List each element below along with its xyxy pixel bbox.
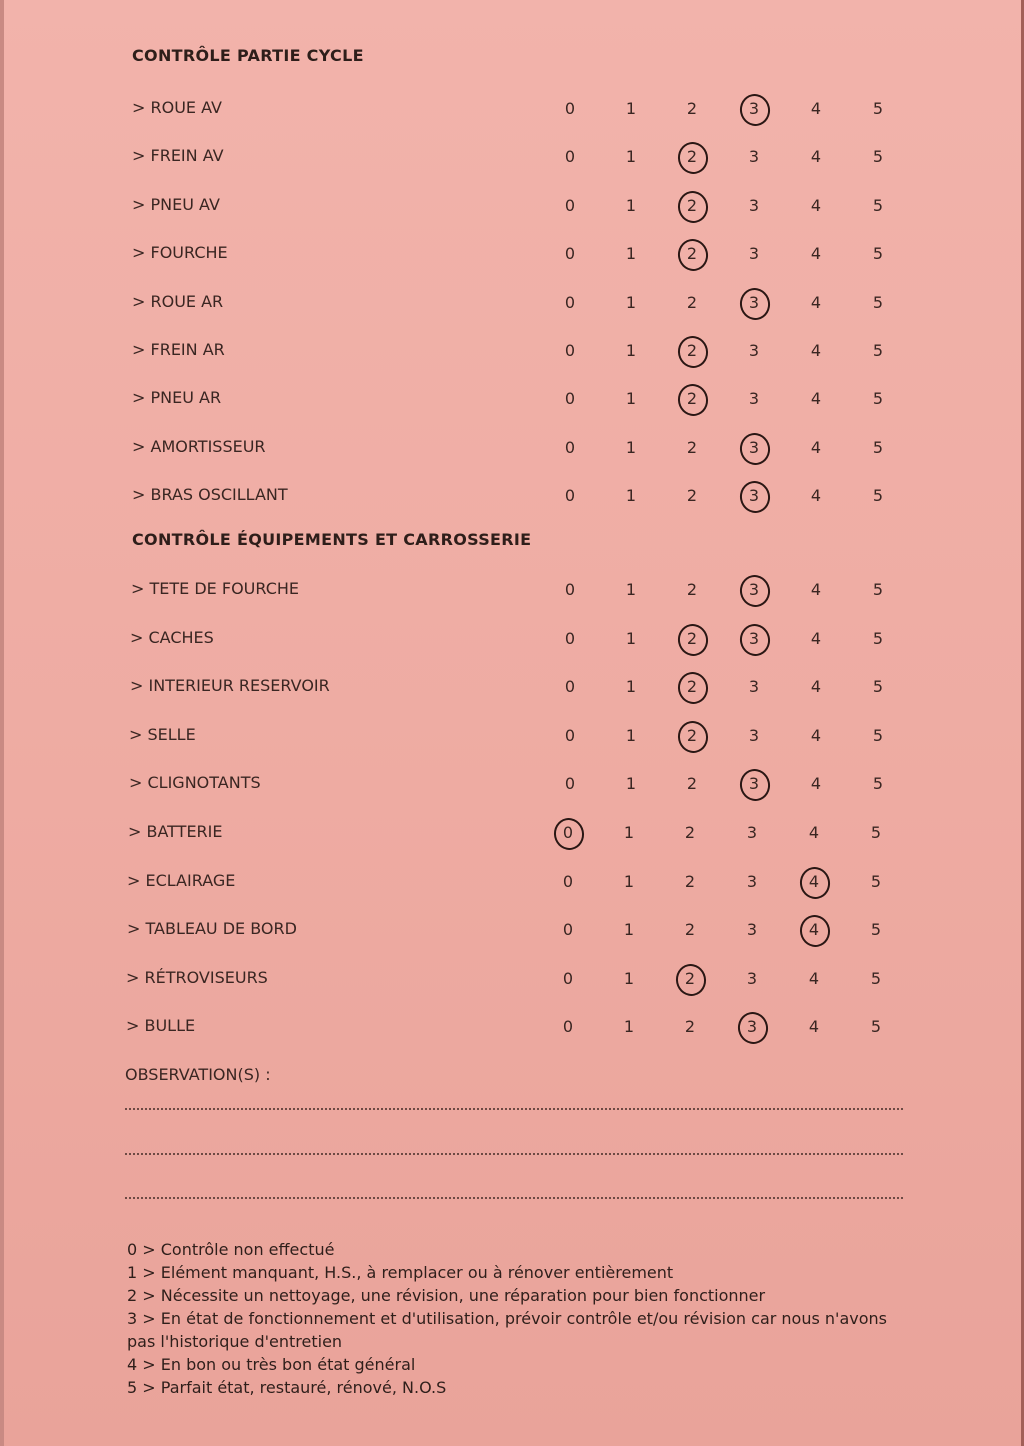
score-option-0[interactable]: 0 [562,920,574,940]
score-option-5[interactable]: 5 [872,677,884,697]
score-option-2[interactable]: 2 [686,580,698,599]
rating-row-label: > FREIN AV [132,146,224,166]
rating-row-label: > TETE DE FOURCHE [131,579,299,598]
rating-row-label: > SELLE [129,724,196,744]
score-option-3[interactable]: 3 [746,871,758,891]
rating-row [0,721,1024,751]
rating-row-label: > INTERIEUR RESERVOIR [130,676,330,696]
score-option-2[interactable]: 2 [686,437,698,457]
score-legend [127,1238,907,1399]
score-option-3[interactable]: 3 [748,677,760,697]
rating-row [0,867,1024,897]
rating-row [0,433,1024,463]
score-option-0[interactable]: 0 [564,195,576,215]
rating-row-label: > AMORTISSEUR [132,436,266,456]
score-option-4[interactable]: 4 [808,968,820,988]
rating-row-label: > BRAS OSCILLANT [132,485,288,505]
score-option-2[interactable]: 2 [677,191,707,221]
score-option-1[interactable]: 1 [623,920,635,940]
score-option-1[interactable]: 1 [625,292,637,312]
score-option-3[interactable]: 3 [748,244,760,264]
score-option-5[interactable]: 5 [870,823,882,842]
rating-row [0,481,1024,511]
legend-line-2: 2 > Nécessite un nettoyage, une révision, une réparation pour bien fonctionner [127,1286,766,1305]
score-option-3[interactable]: 3 [746,823,758,842]
score-option-4[interactable]: 4 [810,580,822,599]
legend-line-0: 0 > Contrôle non effectué [127,1240,335,1259]
score-option-3[interactable]: 3 [739,288,769,318]
score-option-3[interactable]: 3 [746,968,758,988]
score-option-2[interactable]: 2 [677,142,707,172]
score-option-0[interactable]: 0 [564,389,576,409]
section-title-cycle: CONTRÔLE PARTIE CYCLE [132,46,364,65]
rating-row [0,239,1024,269]
score-option-1[interactable]: 1 [625,580,637,599]
score-option-3[interactable]: 3 [748,725,760,745]
score-option-2[interactable]: 2 [686,99,698,118]
score-option-3[interactable]: 3 [748,195,760,215]
section-title-equipment: CONTRÔLE ÉQUIPEMENTS ET CARROSSERIE [132,530,532,549]
score-option-1[interactable]: 1 [625,486,637,506]
rating-row [0,672,1024,702]
score-option-5[interactable]: 5 [872,486,884,506]
score-option-0[interactable]: 0 [564,341,576,360]
score-option-4[interactable]: 4 [810,486,822,506]
score-option-1[interactable]: 1 [625,628,637,648]
score-option-0[interactable]: 0 [553,818,583,848]
score-option-4[interactable]: 4 [810,628,822,648]
rating-row [0,575,1024,605]
score-option-3[interactable]: 3 [739,769,769,799]
score-option-3[interactable]: 3 [748,147,760,167]
rating-row-label: > BATTERIE [128,822,223,841]
score-option-2[interactable]: 2 [684,1017,696,1037]
legend-line-4: 4 > En bon ou très bon état général [127,1355,416,1374]
score-option-1[interactable]: 1 [625,147,637,167]
score-option-0[interactable]: 0 [564,147,576,167]
rating-row [0,336,1024,366]
score-option-2[interactable]: 2 [686,774,698,794]
score-option-0[interactable]: 0 [562,1017,574,1037]
score-option-1[interactable]: 1 [623,823,635,842]
score-option-1[interactable]: 1 [625,195,637,215]
rating-row-label: > ROUE AV [132,98,222,117]
score-option-1[interactable]: 1 [623,871,635,891]
score-option-4[interactable]: 4 [810,195,822,215]
score-option-5[interactable]: 5 [872,147,884,167]
rating-row [0,915,1024,945]
rating-row [0,818,1024,848]
rating-row-label: > CACHES [130,627,214,647]
rating-row-label: > FREIN AR [132,340,225,359]
rating-row [0,964,1024,994]
rating-row-label: > ECLAIRAGE [127,870,236,890]
score-option-0[interactable]: 0 [564,628,576,648]
score-option-4[interactable]: 4 [810,147,822,167]
rating-row-label: > PNEU AR [132,388,222,408]
score-option-2[interactable]: 2 [684,823,696,842]
rating-row [0,384,1024,414]
score-option-5[interactable]: 5 [870,871,882,891]
rating-row [0,191,1024,221]
score-option-5[interactable]: 5 [872,99,884,118]
score-option-0[interactable]: 0 [564,774,576,794]
score-option-4[interactable]: 4 [810,725,822,745]
score-option-2[interactable]: 2 [686,486,698,506]
rating-row [0,1012,1024,1042]
score-option-4[interactable]: 4 [810,774,822,794]
rating-row-label: > PNEU AV [132,194,220,214]
rating-row-label: > BULLE [126,1016,196,1036]
score-option-4[interactable]: 4 [808,1017,820,1037]
score-option-4[interactable]: 4 [810,389,822,409]
score-option-5[interactable]: 5 [872,195,884,215]
rating-row-label: > TABLEAU DE BORD [127,919,297,939]
rating-row-label: > RÉTROVISEURS [126,967,268,987]
score-option-5[interactable]: 5 [872,341,884,360]
score-option-2[interactable]: 2 [675,964,705,994]
rating-row [0,624,1024,654]
score-option-0[interactable]: 0 [564,99,576,118]
score-option-0[interactable]: 0 [564,725,576,745]
legend-line-5: 5 > Parfait état, restauré, rénové, N.O.S [127,1378,447,1397]
score-option-1[interactable]: 1 [623,1017,635,1037]
score-option-3[interactable]: 3 [739,575,769,605]
score-option-0[interactable]: 0 [564,244,576,264]
score-option-2[interactable]: 2 [684,871,696,891]
legend-line-1: 1 > Elément manquant, H.S., à remplacer ou à rénover entièrement [127,1263,674,1282]
score-option-0[interactable]: 0 [564,486,576,506]
observation-line-3[interactable] [125,1197,903,1199]
observation-line-1[interactable] [125,1108,903,1110]
score-option-0[interactable]: 0 [564,580,576,599]
score-option-4[interactable]: 4 [810,99,822,118]
score-option-0[interactable]: 0 [564,292,576,312]
score-option-5[interactable]: 5 [870,968,882,988]
score-option-2[interactable]: 2 [677,239,707,269]
score-option-2[interactable]: 2 [677,624,707,654]
score-option-3[interactable]: 3 [746,920,758,940]
score-option-1[interactable]: 1 [625,437,637,457]
score-option-1[interactable]: 1 [625,677,637,697]
score-option-0[interactable]: 0 [562,968,574,988]
score-option-0[interactable]: 0 [562,871,574,891]
legend-line-3: 3 > En état de fonctionnement et d'utilisation, prévoir contrôle et/ou révision car nous n'avons pas l'historique d'entretien [127,1309,887,1351]
score-option-5[interactable]: 5 [872,628,884,648]
score-option-5[interactable]: 5 [872,580,884,599]
rating-row [0,142,1024,172]
score-option-1[interactable]: 1 [625,725,637,745]
score-option-4[interactable]: 4 [810,244,822,264]
score-option-5[interactable]: 5 [872,437,884,457]
score-option-3[interactable]: 3 [739,433,769,463]
rating-row [0,288,1024,318]
rating-row [0,769,1024,799]
score-option-2[interactable]: 2 [677,721,707,751]
score-option-2[interactable]: 2 [677,672,707,702]
score-option-0[interactable]: 0 [564,677,576,697]
score-option-1[interactable]: 1 [623,968,635,988]
score-option-5[interactable]: 5 [872,725,884,745]
observation-line-2[interactable] [125,1153,903,1155]
score-option-5[interactable]: 5 [870,920,882,940]
score-option-3[interactable]: 3 [739,481,769,511]
score-option-4[interactable]: 4 [810,677,822,697]
score-option-3[interactable]: 3 [739,94,769,124]
score-option-5[interactable]: 5 [872,292,884,312]
score-option-5[interactable]: 5 [872,389,884,409]
score-option-3[interactable]: 3 [748,341,760,360]
observations-title: OBSERVATION(S) : [125,1065,271,1084]
score-option-5[interactable]: 5 [870,1017,882,1037]
score-option-1[interactable]: 1 [625,389,637,409]
score-option-1[interactable]: 1 [625,341,637,360]
score-option-4[interactable]: 4 [810,292,822,312]
rating-row-label: > CLIGNOTANTS [129,773,261,793]
score-option-4[interactable]: 4 [810,341,822,360]
score-option-4[interactable]: 4 [799,867,829,897]
score-option-4[interactable]: 4 [799,915,829,945]
score-option-5[interactable]: 5 [872,244,884,264]
score-option-1[interactable]: 1 [625,244,637,264]
score-option-2[interactable]: 2 [677,336,707,366]
score-option-3[interactable]: 3 [737,1012,767,1042]
score-option-1[interactable]: 1 [625,99,637,118]
score-option-0[interactable]: 0 [564,437,576,457]
rating-row [0,94,1024,124]
score-option-3[interactable]: 3 [748,389,760,409]
rating-row-label: > FOURCHE [132,243,228,263]
score-option-4[interactable]: 4 [810,437,822,457]
score-option-5[interactable]: 5 [872,774,884,794]
score-option-2[interactable]: 2 [686,292,698,312]
score-option-1[interactable]: 1 [625,774,637,794]
score-option-2[interactable]: 2 [677,384,707,414]
score-option-3[interactable]: 3 [739,624,769,654]
score-option-4[interactable]: 4 [808,823,820,842]
score-option-2[interactable]: 2 [684,920,696,940]
rating-row-label: > ROUE AR [132,291,224,311]
